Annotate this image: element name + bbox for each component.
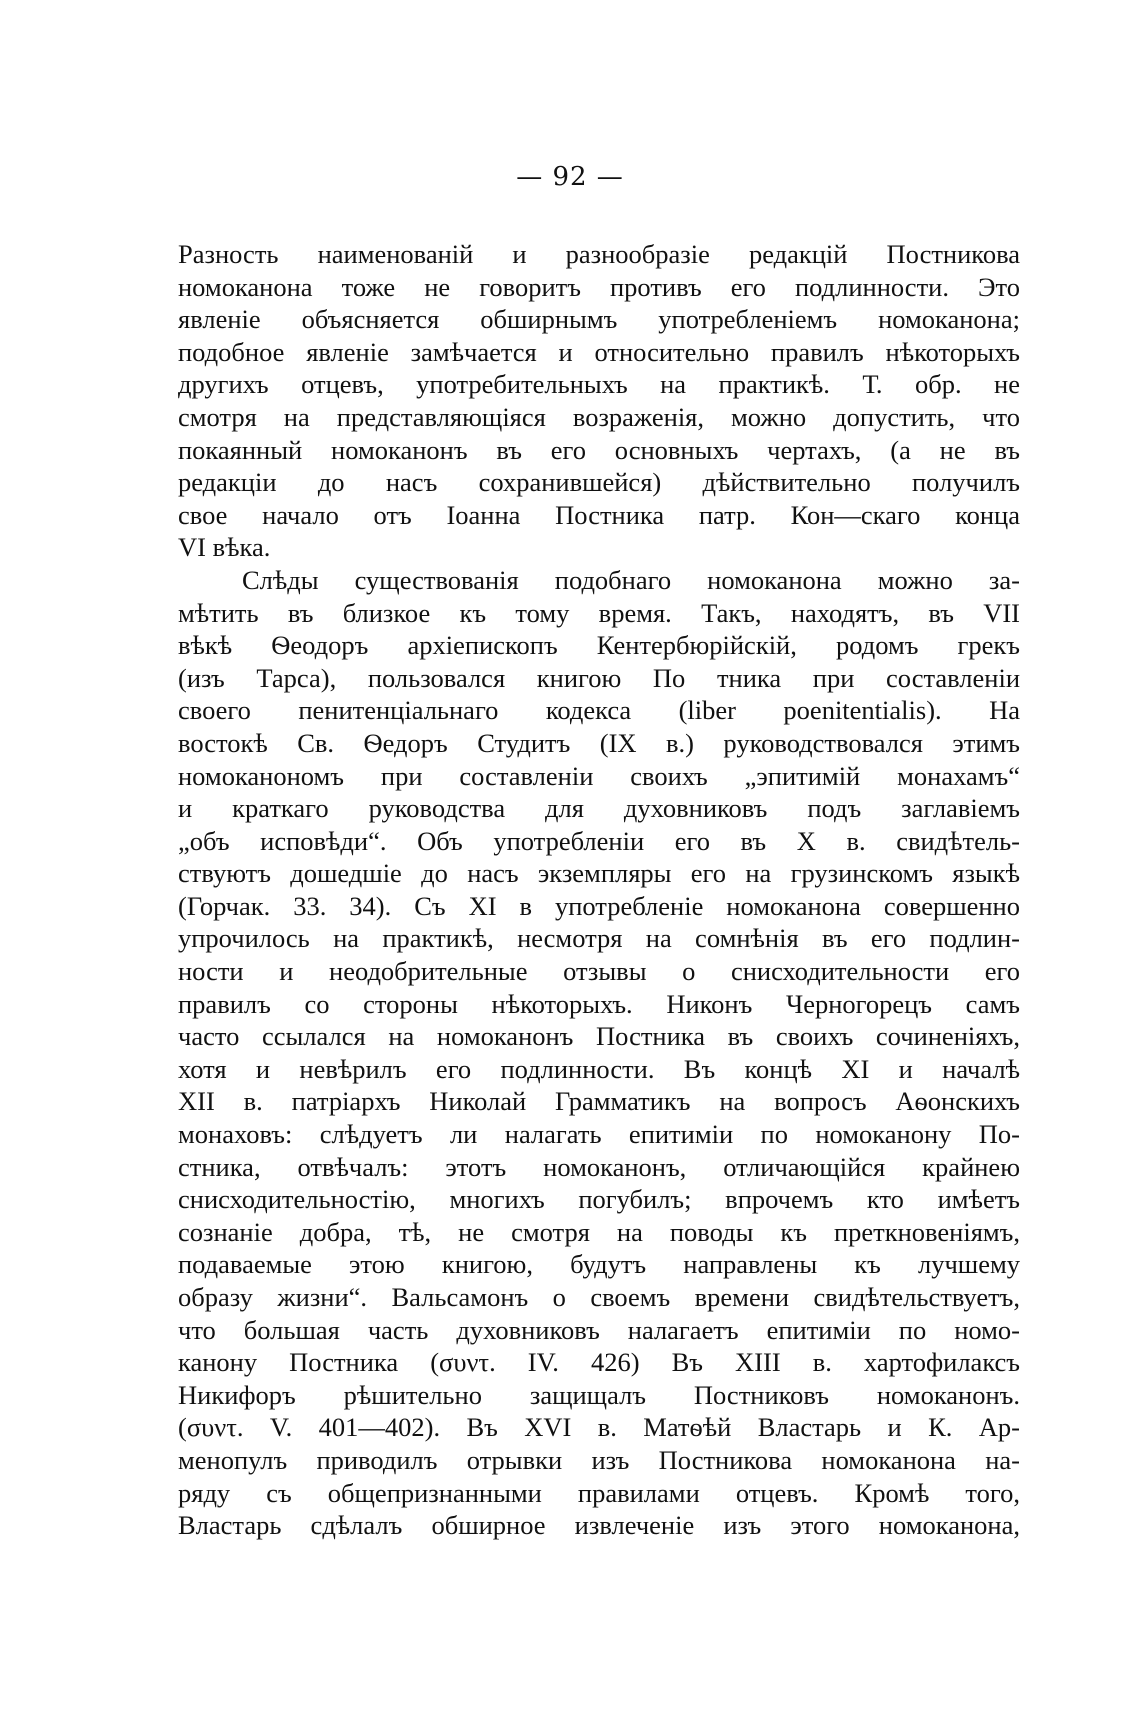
text-line: подаваемые этою книгою, будутъ направлены къ лучшему [178, 1249, 1020, 1280]
text-line: ряду съ общепризнанными правилами отцевъ. Кромѣ того, [178, 1477, 1020, 1508]
paragraph-1 [178, 238, 1020, 564]
text-line: своего пенитенціальнаго кодекса (liber poenitentialis). На [178, 695, 1020, 726]
text-line: снисходительностію, многихъ погубилъ; впрочемъ кто имѣетъ [178, 1184, 1020, 1215]
text-line: канону Постника (συντ. IV. 426) Въ XIII в. хартофилаксъ [178, 1347, 1020, 1378]
text-line: и краткаго руководства для духовниковъ подъ заглавіемъ [178, 793, 1020, 824]
text-line: востокѣ Св. Ѳедоръ Студитъ (IX в.) руководствовался этимъ [178, 727, 1020, 758]
text-line: ности и неодобрительные отзывы о снисходительности его [178, 956, 1020, 987]
text-line: редакціи до насъ сохранившейся) дѣйствительно получилъ [178, 467, 1020, 498]
text-line: (изъ Тарса), пользовался книгою По тника при составленіи [178, 662, 1020, 693]
text-line: подобное явленіе замѣчается и относительно правилъ нѣкоторыхъ [178, 336, 1020, 367]
page-number: — 92 — [516, 162, 624, 192]
text-line: Властарь сдѣлалъ обширное извлеченіе изъ этого номоканона, [178, 1510, 1020, 1541]
text-line: хотя и невѣрилъ его подлинности. Въ концѣ XI и началѣ [178, 1053, 1020, 1084]
text-line: Разность наименованій и разнообразіе редакцій Постникова [178, 239, 1020, 269]
text-line: Слѣды существованія подобнаго номоканона можно за- [242, 564, 1020, 595]
text-line: другихъ отцевъ, употребительныхъ на практикѣ. Т. обр. не [178, 369, 1020, 400]
text-line: (Горчак. 33. 34). Съ XI в употребленіе номоканона совершенно [178, 890, 1020, 921]
text-line: покаянный номоканонъ въ его основныхъ чертахъ, (а не въ [178, 434, 1020, 465]
text-line: упрочилось на практикѣ, несмотря на сомнѣнія въ его подлин- [178, 923, 1020, 954]
text-line: (συντ. V. 401—402). Въ XVI в. Матѳѣй Властарь и К. Ар- [178, 1412, 1020, 1443]
text-line: номоканона тоже не говоритъ противъ его подлинности. Это [178, 271, 1020, 302]
text-line: часто ссылался на номоканонъ Постника въ своихъ сочиненіяхъ, [178, 1021, 1020, 1052]
text-line: свое начало отъ Іоанна Постника патр. Кон—скаго конца [178, 499, 1020, 530]
text-line: ствуютъ дошедшіе до насъ экземпляры его на грузинскомъ языкѣ [178, 858, 1020, 889]
text-line: смотря на представляющіяся возраженія, можно допустить, что [178, 401, 1020, 432]
text-line: XII в. патріархъ Николай Грамматикъ на вопросъ Аѳонскихъ [178, 1086, 1020, 1117]
text-line: Никифоръ рѣшительно защищалъ Постниковъ номоканонъ. [178, 1379, 1020, 1410]
text-line: сознаніе добра, тѣ, не смотря на поводы къ преткновеніямъ, [178, 1216, 1020, 1247]
text-line: номоканономъ при составленіи своихъ „эпитимій монахамъ“ [178, 760, 1020, 791]
text-line: правилъ со стороны нѣкоторыхъ. Никонъ Черногорецъ самъ [178, 988, 1020, 1019]
text-line: вѣкѣ Ѳеодоръ архіепископъ Кентербюрійскій, родомъ грекъ [178, 630, 1020, 661]
text-line: „объ исповѣди“. Объ употребленіи его въ X в. свидѣтель- [178, 825, 1020, 856]
text-line: образу жизни“. Вальсамонъ о своемъ времени свидѣтельствуетъ, [178, 1282, 1020, 1312]
text-line: монаховъ: слѣдуетъ ли налагать епитиміи по номоканону По- [178, 1119, 1020, 1150]
text-line: что большая часть духовниковъ налагаетъ епитиміи по номо- [178, 1314, 1020, 1345]
text-line: явленіе объясняется обширнымъ употребленіемъ номоканона; [178, 304, 1020, 335]
text-line: мѣтить въ близкое къ тому время. Такъ, находятъ, въ VII [178, 597, 1020, 628]
text-line: менопулъ приводилъ отрывки изъ Постникова номоканона на- [178, 1444, 1020, 1475]
body-text [178, 238, 1020, 1542]
text-line: стника, отвѣчалъ: этотъ номоканонъ, отличающійся крайнею [178, 1151, 1020, 1182]
text-line: VI вѣка. [178, 532, 271, 563]
paragraph-2 [178, 564, 1020, 1542]
